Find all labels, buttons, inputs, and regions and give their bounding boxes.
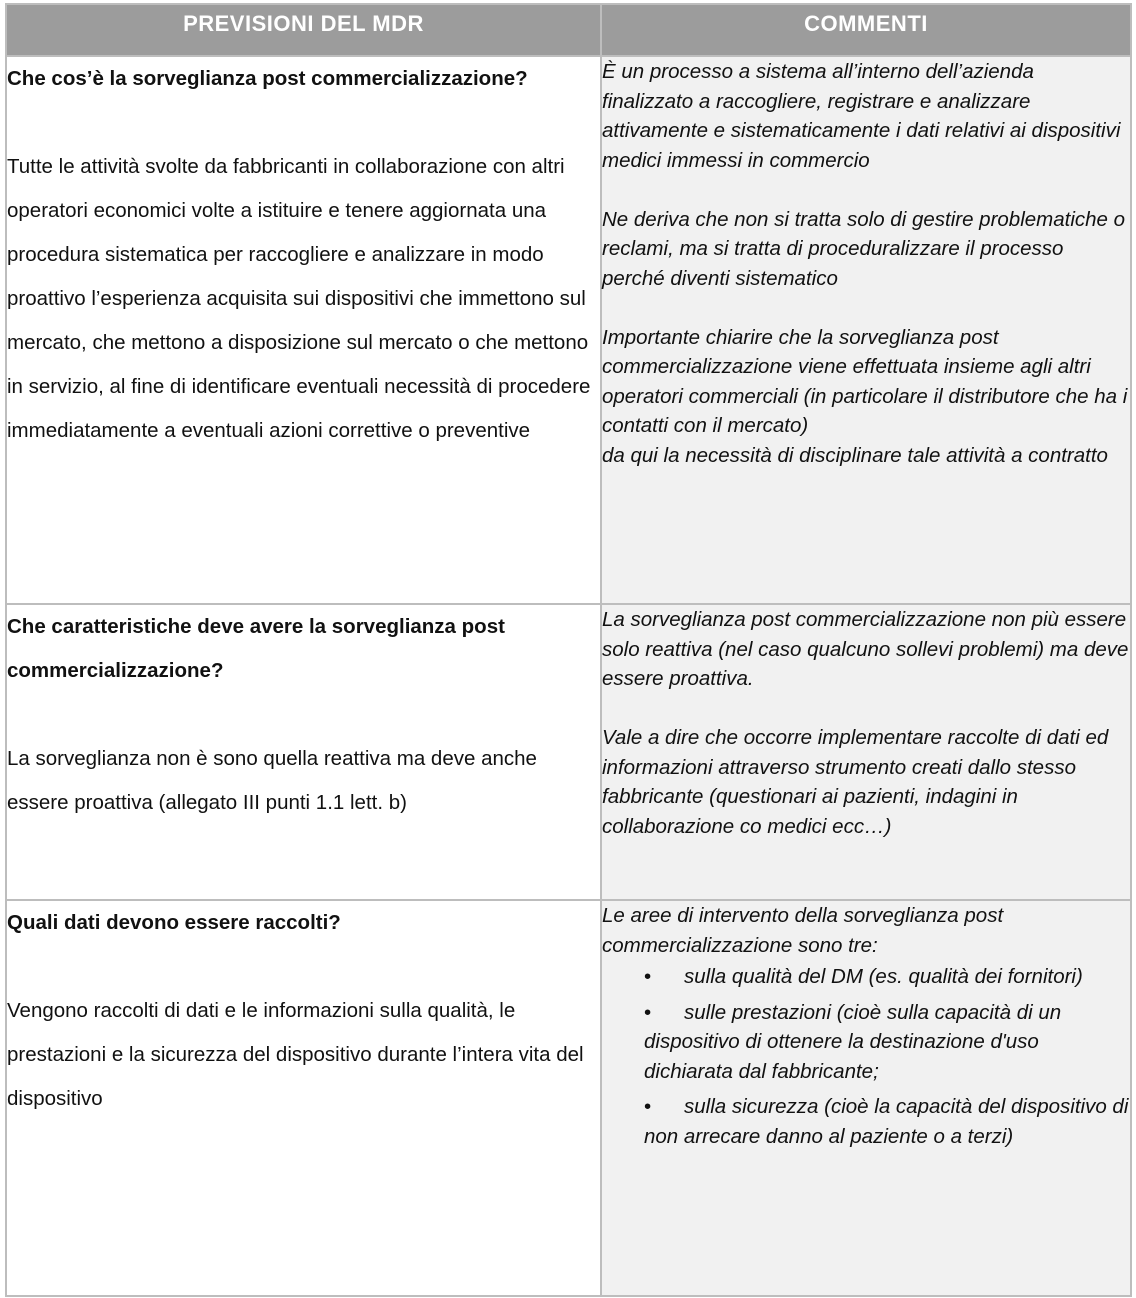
bullet-icon: • (644, 1000, 652, 1024)
comment-paragraph: Ne deriva che non si tratta solo di gestire problematiche o reclami, ma si tratta di proceduralizzare il processo perché diventi sistematico (602, 207, 1126, 290)
list-item (644, 998, 1130, 1087)
areas-list (602, 962, 1130, 1151)
list-item (644, 962, 1130, 992)
comment-paragraph: È un processo a sistema all’interno dell’azienda finalizzato a raccogliere, registrare e analizzare attivamente e sistematicamente i dati relativi ai dispositivi medici immessi in commercio (602, 60, 1121, 172)
table-row (6, 56, 1131, 604)
comment-paragraph: da qui la necessità di disciplinare tale attività a contratto (602, 443, 1108, 467)
bullet-icon: • (644, 1095, 652, 1118)
table-row (6, 604, 1131, 900)
answer-text: Vengono raccolti di dati e le informazioni sulla qualità, le prestazioni e la sicurezza del dispositivo durante l’intera vita del dispositivo (7, 999, 584, 1110)
provision-cell (6, 900, 601, 1296)
provision-cell (6, 56, 601, 604)
provision-cell (6, 604, 601, 900)
comment-paragraph: La sorveglianza post commercializzazione non più essere solo reattiva (nel caso qualcuno sollevi problemi) ma deve essere proattiva. (602, 608, 1129, 690)
table-row (6, 900, 1131, 1296)
comment-cell (601, 900, 1131, 1296)
answer-text: La sorveglianza non è sono quella reattiva ma deve anche essere proattiva (allegato III punti 1.1 lett. b) (7, 747, 537, 814)
bullet-icon: • (644, 965, 652, 988)
question-text: Che cos’è la sorveglianza post commercializzazione? (7, 67, 528, 90)
comment-cell (601, 604, 1131, 900)
list-item-text: sulle prestazioni (cioè sulla capacità di un dispositivo di ottenere la destinazione d'uso dichiarata dal fabbricante; (644, 1000, 1062, 1083)
table-header-row (6, 4, 1131, 56)
comment-paragraph: Importante chiarire che la sorveglianza post commercializzazione viene effettuata insieme agli altri operatori commerciali (in particolare il distributore che ha i contatti con il mercato) (602, 325, 1128, 437)
question-text: Quali dati devono essere raccolti? (7, 911, 341, 934)
header-commenti: COMMENTI (601, 4, 1131, 56)
list-item-text: sulla qualità del DM (es. qualità dei fornitori) (684, 965, 1083, 988)
list-item-text: sulla sicurezza (cioè la capacità del dispositivo di non arrecare danno al paziente o a terzi) (644, 1095, 1129, 1148)
comment-cell (601, 56, 1131, 604)
comment-intro: Le aree di intervento della sorveglianza post commercializzazione sono tre: (602, 904, 1004, 957)
header-previsioni: PREVISIONI DEL MDR (6, 4, 601, 56)
comment-paragraph: Vale a dire che occorre implementare raccolte di dati ed informazioni attraverso strumento creati dallo stesso fabbricante (questionari ai pazienti, indagini in collaborazione co medici ecc…) (602, 726, 1109, 838)
answer-text: Tutte le attività svolte da fabbricanti in collaborazione con altri operatori economici volte a istituire e tenere aggiornata una procedura sistematica per raccogliere e analizzare in modo proattivo l’esperienza acquisita sui dispositivi che immettono sul mercato, che mettono a disposizione sul mercato o che mettono in servizio, al fine di identificare eventuali necessità di procedere immediatamente a eventuali azioni correttive o preventive (7, 155, 591, 442)
question-text: Che caratteristiche deve avere la sorveglianza post commercializzazione? (7, 615, 505, 682)
mdr-comparison-table (5, 3, 1132, 1297)
list-item (644, 1092, 1130, 1151)
